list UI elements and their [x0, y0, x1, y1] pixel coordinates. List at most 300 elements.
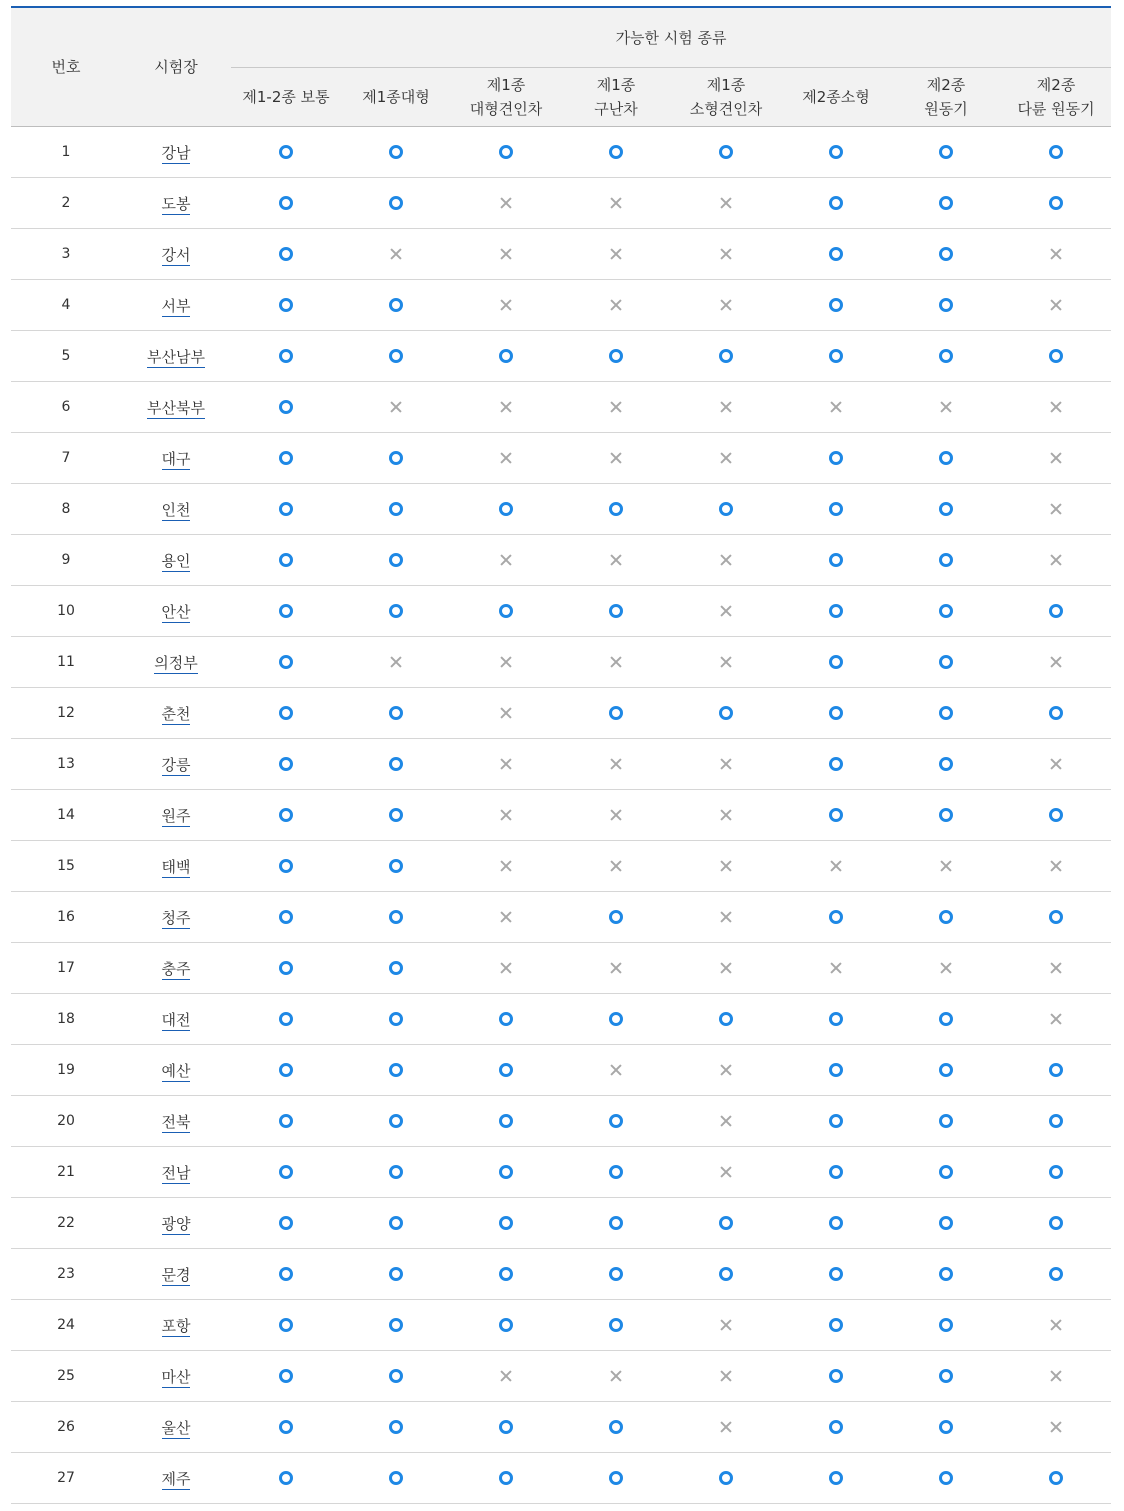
- availability-cell: [451, 1249, 561, 1300]
- x-unavailable-icon: [720, 656, 732, 668]
- circle-available-icon: [939, 1420, 953, 1434]
- site-link[interactable]: 강남: [161, 143, 191, 162]
- row-number: 25: [11, 1351, 121, 1402]
- availability-cell: [1001, 1045, 1111, 1096]
- table-row: [11, 433, 1111, 484]
- availability-cell: [561, 1300, 671, 1351]
- availability-cell: [561, 535, 671, 586]
- circle-available-icon: [279, 553, 293, 567]
- x-unavailable-icon: [720, 758, 732, 770]
- site-cell: [121, 1402, 231, 1453]
- table-body: [11, 127, 1111, 1504]
- x-unavailable-icon: [720, 911, 732, 923]
- availability-cell: [781, 1045, 891, 1096]
- availability-cell: [231, 433, 341, 484]
- site-link[interactable]: 대전: [161, 1010, 191, 1029]
- x-unavailable-icon: [720, 1421, 732, 1433]
- table-row: [11, 280, 1111, 331]
- availability-cell: [891, 1147, 1001, 1198]
- site-link[interactable]: 포항: [161, 1316, 191, 1335]
- availability-cell: [891, 1096, 1001, 1147]
- header-col-2: [341, 68, 451, 127]
- site-link[interactable]: 마산: [161, 1367, 191, 1386]
- circle-available-icon: [279, 859, 293, 873]
- availability-cell: [891, 280, 1001, 331]
- availability-cell: [671, 127, 781, 178]
- circle-available-icon: [939, 1369, 953, 1383]
- availability-cell: [891, 1453, 1001, 1504]
- table-row: [11, 1198, 1111, 1249]
- availability-cell: [781, 994, 891, 1045]
- row-number: 19: [11, 1045, 121, 1096]
- availability-cell: [451, 688, 561, 739]
- availability-cell: [1001, 943, 1111, 994]
- row-number: 18: [11, 994, 121, 1045]
- availability-cell: [341, 535, 451, 586]
- circle-available-icon: [279, 808, 293, 822]
- table-row: [11, 1453, 1111, 1504]
- circle-available-icon: [719, 706, 733, 720]
- circle-available-icon: [829, 298, 843, 312]
- circle-available-icon: [389, 808, 403, 822]
- header-col-1: [231, 68, 341, 127]
- site-link[interactable]: 부산북부: [147, 398, 205, 417]
- availability-cell: [451, 943, 561, 994]
- header-col-sublabel: 원동기: [924, 100, 968, 118]
- circle-available-icon: [279, 1318, 293, 1332]
- circle-available-icon: [279, 1369, 293, 1383]
- circle-available-icon: [609, 1267, 623, 1281]
- availability-cell: [671, 892, 781, 943]
- availability-cell: [781, 739, 891, 790]
- availability-cell: [341, 1198, 451, 1249]
- availability-cell: [671, 382, 781, 433]
- availability-cell: [781, 1198, 891, 1249]
- site-cell: [121, 586, 231, 637]
- circle-available-icon: [719, 1216, 733, 1230]
- circle-available-icon: [719, 1012, 733, 1026]
- availability-cell: [671, 637, 781, 688]
- availability-cell: [231, 841, 341, 892]
- circle-available-icon: [939, 1471, 953, 1485]
- x-unavailable-icon: [720, 554, 732, 566]
- availability-cell: [451, 280, 561, 331]
- site-cell: [121, 229, 231, 280]
- site-cell: [121, 178, 231, 229]
- availability-cell: [341, 1249, 451, 1300]
- circle-available-icon: [499, 145, 513, 159]
- site-link[interactable]: 서부: [161, 296, 191, 315]
- availability-cell: [781, 1351, 891, 1402]
- availability-cell: [671, 994, 781, 1045]
- exam-site-table: [11, 8, 1111, 1504]
- availability-cell: [891, 1045, 1001, 1096]
- circle-available-icon: [609, 145, 623, 159]
- availability-cell: [341, 688, 451, 739]
- site-link[interactable]: 태백: [161, 857, 191, 876]
- availability-cell: [451, 1402, 561, 1453]
- availability-cell: [781, 178, 891, 229]
- availability-cell: [1001, 127, 1111, 178]
- availability-cell: [891, 892, 1001, 943]
- circle-available-icon: [939, 298, 953, 312]
- site-cell: [121, 1249, 231, 1300]
- circle-available-icon: [609, 349, 623, 363]
- row-number: 8: [11, 484, 121, 535]
- header-col-8: [1001, 68, 1111, 127]
- circle-available-icon: [939, 655, 953, 669]
- x-unavailable-icon: [390, 248, 402, 260]
- circle-available-icon: [609, 1216, 623, 1230]
- site-cell: [121, 994, 231, 1045]
- circle-available-icon: [499, 349, 513, 363]
- availability-cell: [561, 484, 671, 535]
- availability-cell: [561, 1453, 671, 1504]
- row-number: 23: [11, 1249, 121, 1300]
- availability-cell: [451, 1045, 561, 1096]
- availability-cell: [561, 994, 671, 1045]
- circle-available-icon: [939, 553, 953, 567]
- row-number: 21: [11, 1147, 121, 1198]
- circle-available-icon: [389, 451, 403, 465]
- circle-available-icon: [279, 1267, 293, 1281]
- site-link[interactable]: 대구: [161, 449, 191, 468]
- availability-cell: [671, 331, 781, 382]
- table-row: [11, 841, 1111, 892]
- circle-available-icon: [279, 604, 293, 618]
- x-unavailable-icon: [1050, 503, 1062, 515]
- x-unavailable-icon: [500, 248, 512, 260]
- availability-cell: [231, 637, 341, 688]
- availability-cell: [341, 892, 451, 943]
- availability-cell: [781, 433, 891, 484]
- availability-cell: [561, 127, 671, 178]
- site-link[interactable]: 문경: [161, 1265, 191, 1284]
- site-link[interactable]: 의정부: [154, 653, 198, 672]
- site-link[interactable]: 광양: [161, 1214, 191, 1233]
- availability-cell: [341, 1453, 451, 1504]
- availability-cell: [781, 1147, 891, 1198]
- circle-available-icon: [279, 910, 293, 924]
- site-link[interactable]: 전북: [161, 1112, 191, 1131]
- circle-available-icon: [719, 145, 733, 159]
- table-row: [11, 484, 1111, 535]
- availability-cell: [891, 127, 1001, 178]
- circle-available-icon: [389, 961, 403, 975]
- circle-available-icon: [939, 1216, 953, 1230]
- availability-cell: [451, 841, 561, 892]
- circle-available-icon: [389, 706, 403, 720]
- circle-available-icon: [1049, 145, 1063, 159]
- table-header: [11, 8, 1111, 127]
- circle-available-icon: [279, 145, 293, 159]
- availability-cell: [231, 739, 341, 790]
- availability-cell: [891, 943, 1001, 994]
- circle-available-icon: [279, 349, 293, 363]
- x-unavailable-icon: [500, 911, 512, 923]
- x-unavailable-icon: [720, 1319, 732, 1331]
- availability-cell: [231, 1351, 341, 1402]
- availability-cell: [341, 382, 451, 433]
- header-col-label: 제1종: [596, 76, 636, 94]
- site-cell: [121, 127, 231, 178]
- availability-cell: [451, 382, 561, 433]
- site-link[interactable]: 인천: [161, 500, 191, 519]
- table-row: [11, 1096, 1111, 1147]
- circle-available-icon: [389, 604, 403, 618]
- availability-cell: [781, 1300, 891, 1351]
- site-link[interactable]: 예산: [161, 1061, 191, 1080]
- circle-available-icon: [829, 757, 843, 771]
- site-cell: [121, 1147, 231, 1198]
- circle-available-icon: [829, 247, 843, 261]
- circle-available-icon: [1049, 1216, 1063, 1230]
- availability-cell: [561, 1351, 671, 1402]
- exam-site-table-container: [11, 6, 1111, 1504]
- circle-available-icon: [279, 961, 293, 975]
- x-unavailable-icon: [830, 860, 842, 872]
- site-link[interactable]: 도봉: [161, 194, 191, 213]
- availability-cell: [451, 331, 561, 382]
- site-cell: [121, 1300, 231, 1351]
- x-unavailable-icon: [720, 299, 732, 311]
- circle-available-icon: [939, 706, 953, 720]
- circle-available-icon: [939, 1012, 953, 1026]
- table-row: [11, 739, 1111, 790]
- site-cell: [121, 892, 231, 943]
- availability-cell: [231, 1198, 341, 1249]
- row-number: 22: [11, 1198, 121, 1249]
- availability-cell: [231, 688, 341, 739]
- availability-cell: [231, 178, 341, 229]
- circle-available-icon: [279, 298, 293, 312]
- availability-cell: [671, 1453, 781, 1504]
- circle-available-icon: [719, 1471, 733, 1485]
- availability-cell: [891, 484, 1001, 535]
- circle-available-icon: [1049, 1471, 1063, 1485]
- availability-cell: [451, 994, 561, 1045]
- x-unavailable-icon: [720, 809, 732, 821]
- availability-cell: [1001, 688, 1111, 739]
- x-unavailable-icon: [1050, 860, 1062, 872]
- availability-cell: [561, 790, 671, 841]
- availability-cell: [671, 1045, 781, 1096]
- x-unavailable-icon: [390, 401, 402, 413]
- availability-cell: [781, 1453, 891, 1504]
- site-link[interactable]: 청주: [161, 908, 191, 927]
- availability-cell: [781, 841, 891, 892]
- availability-cell: [451, 484, 561, 535]
- circle-available-icon: [609, 1420, 623, 1434]
- x-unavailable-icon: [830, 401, 842, 413]
- availability-cell: [451, 586, 561, 637]
- row-number: 15: [11, 841, 121, 892]
- site-link[interactable]: 울산: [161, 1418, 191, 1437]
- site-link[interactable]: 안산: [161, 602, 191, 621]
- site-cell: [121, 1045, 231, 1096]
- availability-cell: [781, 535, 891, 586]
- circle-available-icon: [829, 1063, 843, 1077]
- circle-available-icon: [389, 502, 403, 516]
- availability-cell: [451, 178, 561, 229]
- availability-cell: [341, 943, 451, 994]
- availability-cell: [561, 841, 671, 892]
- availability-cell: [1001, 1198, 1111, 1249]
- availability-cell: [671, 1096, 781, 1147]
- circle-available-icon: [829, 1420, 843, 1434]
- table-row: [11, 688, 1111, 739]
- header-col-label: 제1종: [486, 76, 526, 94]
- circle-available-icon: [389, 1318, 403, 1332]
- availability-cell: [671, 1402, 781, 1453]
- availability-cell: [1001, 1096, 1111, 1147]
- circle-available-icon: [829, 553, 843, 567]
- site-link[interactable]: 충주: [161, 959, 191, 978]
- site-link[interactable]: 원주: [161, 806, 191, 825]
- circle-available-icon: [499, 1012, 513, 1026]
- availability-cell: [231, 280, 341, 331]
- header-col-label: 제1종: [706, 76, 746, 94]
- availability-cell: [891, 433, 1001, 484]
- availability-cell: [231, 1045, 341, 1096]
- circle-available-icon: [719, 1267, 733, 1281]
- circle-available-icon: [389, 910, 403, 924]
- x-unavailable-icon: [500, 299, 512, 311]
- circle-available-icon: [939, 1063, 953, 1077]
- availability-cell: [561, 1147, 671, 1198]
- x-unavailable-icon: [610, 401, 622, 413]
- circle-available-icon: [609, 1471, 623, 1485]
- circle-available-icon: [389, 1012, 403, 1026]
- availability-cell: [231, 994, 341, 1045]
- site-cell: [121, 790, 231, 841]
- availability-cell: [781, 1249, 891, 1300]
- x-unavailable-icon: [720, 962, 732, 974]
- availability-cell: [1001, 1249, 1111, 1300]
- site-cell: [121, 280, 231, 331]
- availability-cell: [891, 535, 1001, 586]
- circle-available-icon: [279, 1420, 293, 1434]
- circle-available-icon: [279, 1471, 293, 1485]
- availability-cell: [891, 790, 1001, 841]
- header-col-sublabel: 소형견인차: [689, 100, 763, 118]
- x-unavailable-icon: [610, 299, 622, 311]
- site-link[interactable]: 용인: [161, 551, 191, 570]
- x-unavailable-icon: [1050, 248, 1062, 260]
- availability-cell: [671, 943, 781, 994]
- x-unavailable-icon: [1050, 1370, 1062, 1382]
- row-number: 27: [11, 1453, 121, 1504]
- site-link[interactable]: 춘천: [161, 704, 191, 723]
- availability-cell: [451, 637, 561, 688]
- circle-available-icon: [829, 1318, 843, 1332]
- availability-cell: [1001, 331, 1111, 382]
- row-number: 9: [11, 535, 121, 586]
- circle-available-icon: [829, 502, 843, 516]
- table-row: [11, 1249, 1111, 1300]
- header-col-sublabel: 구난차: [594, 100, 638, 118]
- circle-available-icon: [829, 910, 843, 924]
- site-cell: [121, 1096, 231, 1147]
- availability-cell: [891, 331, 1001, 382]
- x-unavailable-icon: [940, 860, 952, 872]
- header-col-label: 제2종: [1036, 76, 1076, 94]
- circle-available-icon: [939, 349, 953, 363]
- row-number: 12: [11, 688, 121, 739]
- availability-cell: [231, 1147, 341, 1198]
- availability-cell: [1001, 1147, 1111, 1198]
- circle-available-icon: [829, 1267, 843, 1281]
- circle-available-icon: [829, 196, 843, 210]
- site-link[interactable]: 강서: [161, 245, 191, 264]
- circle-available-icon: [829, 145, 843, 159]
- availability-cell: [561, 943, 671, 994]
- availability-cell: [671, 688, 781, 739]
- header-col-3: [451, 68, 561, 127]
- availability-cell: [1001, 1402, 1111, 1453]
- header-col-sublabel: 대형견인차: [469, 100, 543, 118]
- circle-available-icon: [279, 757, 293, 771]
- availability-cell: [891, 382, 1001, 433]
- circle-available-icon: [1049, 808, 1063, 822]
- availability-cell: [231, 331, 341, 382]
- availability-cell: [671, 229, 781, 280]
- availability-cell: [891, 1249, 1001, 1300]
- circle-available-icon: [389, 1369, 403, 1383]
- circle-available-icon: [389, 298, 403, 312]
- header-col-sublabel: 다륜 원동기: [1017, 100, 1095, 118]
- circle-available-icon: [499, 502, 513, 516]
- circle-available-icon: [279, 400, 293, 414]
- availability-cell: [891, 586, 1001, 637]
- availability-cell: [671, 739, 781, 790]
- availability-cell: [561, 1198, 671, 1249]
- site-link[interactable]: 강릉: [161, 755, 191, 774]
- table-row: [11, 331, 1111, 382]
- x-unavailable-icon: [1050, 1013, 1062, 1025]
- x-unavailable-icon: [720, 1064, 732, 1076]
- circle-available-icon: [829, 808, 843, 822]
- table-row: [11, 943, 1111, 994]
- availability-cell: [561, 1249, 671, 1300]
- availability-cell: [891, 229, 1001, 280]
- header-no: 번호: [11, 8, 121, 127]
- x-unavailable-icon: [500, 860, 512, 872]
- circle-available-icon: [279, 655, 293, 669]
- circle-available-icon: [1049, 349, 1063, 363]
- site-link[interactable]: 전남: [161, 1163, 191, 1182]
- circle-available-icon: [389, 196, 403, 210]
- circle-available-icon: [939, 604, 953, 618]
- table-row: [11, 1045, 1111, 1096]
- table-row: [11, 994, 1111, 1045]
- availability-cell: [891, 841, 1001, 892]
- table-row: [11, 892, 1111, 943]
- availability-cell: [891, 994, 1001, 1045]
- availability-cell: [561, 178, 671, 229]
- x-unavailable-icon: [720, 452, 732, 464]
- availability-cell: [231, 535, 341, 586]
- x-unavailable-icon: [610, 758, 622, 770]
- circle-available-icon: [279, 247, 293, 261]
- availability-cell: [231, 943, 341, 994]
- site-link[interactable]: 제주: [161, 1469, 191, 1488]
- x-unavailable-icon: [940, 962, 952, 974]
- availability-cell: [231, 1402, 341, 1453]
- availability-cell: [341, 1351, 451, 1402]
- site-link[interactable]: 부산남부: [147, 347, 205, 366]
- circle-available-icon: [389, 1063, 403, 1077]
